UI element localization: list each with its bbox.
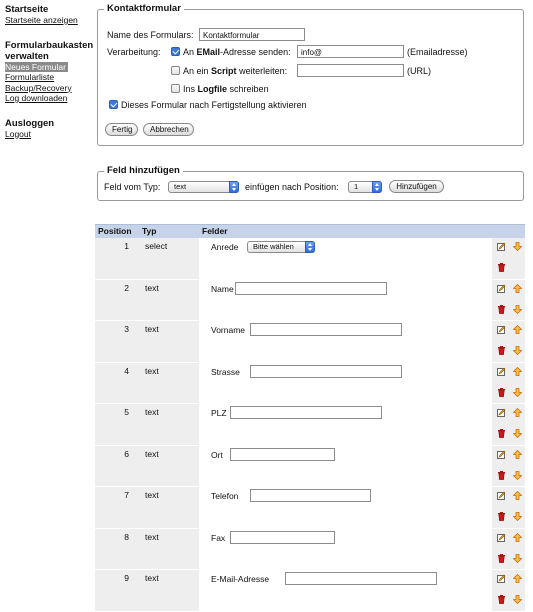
field-select[interactable] <box>247 241 315 253</box>
row-position: 1 <box>124 241 129 251</box>
sidebar-link-start[interactable]: Startseite anzeigen <box>5 15 78 25</box>
position-value: 1 <box>354 182 359 191</box>
arrow-up-icon[interactable] <box>513 325 522 334</box>
sidebar-heading-builder: Formularbaukasten <box>5 39 94 51</box>
row-field-label: Ort <box>211 449 223 460</box>
script-bold: Script <box>211 66 237 76</box>
select-arrow-icon <box>372 181 382 193</box>
row-type: text <box>145 282 159 293</box>
field-type-value: text <box>174 182 187 191</box>
field-type-label: Feld vom Typ: <box>104 182 161 192</box>
row-field-label: Anrede <box>211 242 239 252</box>
row-field-label: E-Mail-Adresse <box>211 574 270 584</box>
script-note: (URL) <box>407 66 431 76</box>
field-preview-input[interactable] <box>230 448 335 461</box>
script-url-input[interactable] <box>297 64 404 77</box>
sidebar-heading-builder-2: verwalten <box>5 50 49 62</box>
sidebar <box>5 4 97 153</box>
position-select[interactable] <box>348 181 382 193</box>
table-row <box>95 570 525 612</box>
logfile-checkbox[interactable] <box>171 84 180 93</box>
trash-icon[interactable] <box>497 388 506 397</box>
edit-icon[interactable] <box>497 574 506 583</box>
arrow-down-icon[interactable] <box>513 346 522 355</box>
email-prefix: An <box>183 47 195 57</box>
row-position: 8 <box>124 531 129 542</box>
script-suffix: weiterleiten: <box>239 66 288 76</box>
header-position: Position <box>95 225 139 239</box>
edit-icon[interactable] <box>497 325 506 334</box>
row-position: 6 <box>124 448 129 459</box>
edit-icon[interactable] <box>497 533 506 542</box>
arrow-down-icon[interactable] <box>513 512 522 521</box>
sidebar-heading-start: Startseite <box>5 4 49 15</box>
script-checkbox[interactable] <box>171 66 180 75</box>
field-preview-input[interactable] <box>230 531 335 544</box>
row-position: 5 <box>124 407 129 417</box>
sidebar-builder-group <box>5 40 97 104</box>
table-body <box>95 238 525 611</box>
sidebar-logout-group <box>5 118 97 140</box>
row-field-label: PLZ <box>211 408 227 418</box>
table-row <box>95 279 525 321</box>
select-arrow-icon <box>305 241 315 253</box>
field-preview-input[interactable] <box>250 323 402 336</box>
edit-icon[interactable] <box>497 450 506 459</box>
select-arrow-icon <box>229 181 239 193</box>
table-row <box>95 528 525 570</box>
table-row <box>95 404 525 446</box>
arrow-up-icon[interactable] <box>513 450 522 459</box>
edit-icon[interactable] <box>497 367 506 376</box>
add-field-button[interactable]: Hinzufügen <box>389 180 444 193</box>
row-position: 2 <box>124 282 129 293</box>
field-type-select[interactable] <box>168 181 239 193</box>
row-position: 4 <box>124 365 129 376</box>
activate-checkbox[interactable] <box>109 100 118 109</box>
trash-icon[interactable] <box>497 554 506 563</box>
trash-icon[interactable] <box>497 512 506 521</box>
edit-icon[interactable] <box>497 408 506 417</box>
table-header-row <box>95 225 525 239</box>
header-actions-1 <box>492 225 508 239</box>
row-type: text <box>145 448 159 459</box>
row-field-label: Strasse <box>211 366 240 377</box>
field-preview-input[interactable] <box>235 282 387 295</box>
table-row <box>95 362 525 404</box>
header-fields: Felder <box>199 225 492 239</box>
field-preview-input[interactable] <box>250 365 402 378</box>
arrow-down-icon[interactable] <box>513 471 522 480</box>
arrow-up-icon[interactable] <box>513 408 522 417</box>
sidebar-link-log-download[interactable]: Log downloaden <box>5 93 68 103</box>
processing-label: Verarbeitung: <box>107 47 161 57</box>
row-type: text <box>145 531 159 542</box>
arrow-down-icon[interactable] <box>513 388 522 397</box>
row-type: text <box>145 573 159 583</box>
edit-icon[interactable] <box>497 242 506 251</box>
trash-icon[interactable] <box>497 429 506 438</box>
script-prefix: An ein <box>183 66 209 76</box>
row-field-label: Fax <box>211 532 226 543</box>
script-option-label <box>183 64 287 78</box>
table-row <box>95 238 525 279</box>
email-option-label <box>183 45 291 59</box>
arrow-up-icon[interactable] <box>513 574 522 583</box>
logfile-option-label <box>183 82 269 96</box>
table-row <box>95 487 525 529</box>
add-field-panel <box>97 165 524 201</box>
sidebar-start-group <box>5 4 97 26</box>
email-checkbox[interactable] <box>171 47 180 56</box>
sidebar-link-form-list[interactable]: Formularliste <box>5 72 55 82</box>
trash-icon[interactable] <box>497 471 506 480</box>
table-row <box>95 445 525 487</box>
position-label: einfügen nach Position: <box>245 182 339 192</box>
fields-table <box>95 224 525 612</box>
sidebar-link-backup[interactable]: Backup/Recovery <box>5 82 72 93</box>
row-field-label: Name <box>211 283 234 294</box>
contact-form-legend: Kontaktformular <box>104 3 184 15</box>
sidebar-link-new-form[interactable]: Neues Formular <box>5 61 66 72</box>
row-position: 7 <box>124 490 129 500</box>
arrow-up-icon[interactable] <box>513 367 522 376</box>
row-type: select <box>145 241 168 251</box>
trash-icon[interactable] <box>497 263 506 272</box>
row-type: text <box>145 365 159 376</box>
sidebar-heading-logout: Ausloggen <box>5 117 55 129</box>
log-prefix: Ins <box>183 84 196 94</box>
arrow-down-icon[interactable] <box>513 242 522 251</box>
email-bold: EMail <box>196 47 221 57</box>
form-name-label: Name des Formulars: <box>107 30 194 40</box>
cancel-button[interactable]: Abbrechen <box>143 123 194 136</box>
arrow-down-icon[interactable] <box>513 305 522 314</box>
row-type: text <box>145 407 159 417</box>
finish-button[interactable]: Fertig <box>105 123 138 136</box>
edit-icon[interactable] <box>497 284 506 293</box>
row-type: text <box>145 324 159 334</box>
contact-form-panel <box>97 3 524 146</box>
row-position: 9 <box>124 573 129 583</box>
row-field-label: Vorname <box>211 325 246 335</box>
arrow-down-icon[interactable] <box>513 554 522 563</box>
sidebar-link-logout[interactable]: Logout <box>5 128 31 139</box>
header-actions-2 <box>508 225 525 239</box>
field-select-value: Bitte wählen <box>253 242 294 251</box>
log-bold: Logfile <box>197 84 228 94</box>
arrow-up-icon[interactable] <box>513 533 522 542</box>
email-note: (Emailadresse) <box>407 47 468 57</box>
field-preview-input[interactable] <box>230 406 382 419</box>
trash-icon[interactable] <box>497 346 506 355</box>
form-name-input[interactable]: Kontaktformular <box>199 28 305 41</box>
field-preview-input[interactable] <box>285 572 437 585</box>
trash-icon[interactable] <box>497 305 506 314</box>
header-type: Typ <box>139 225 199 239</box>
field-preview-input[interactable] <box>250 489 371 502</box>
row-type: text <box>145 490 159 500</box>
activate-label: Dieses Formular nach Fertigstellung aktivieren <box>121 100 307 110</box>
row-position: 3 <box>124 324 129 334</box>
email-suffix: -Adresse senden: <box>220 47 291 57</box>
arrow-up-icon[interactable] <box>513 284 522 293</box>
edit-icon[interactable] <box>497 491 506 500</box>
email-address-input[interactable]: info@ <box>297 45 404 58</box>
row-field-label: Telefon <box>211 491 239 501</box>
add-field-legend: Feld hinzufügen <box>104 165 183 177</box>
arrow-down-icon[interactable] <box>513 429 522 438</box>
log-suffix: schreiben <box>229 84 269 94</box>
arrow-up-icon[interactable] <box>513 491 522 500</box>
table-row <box>95 321 525 363</box>
